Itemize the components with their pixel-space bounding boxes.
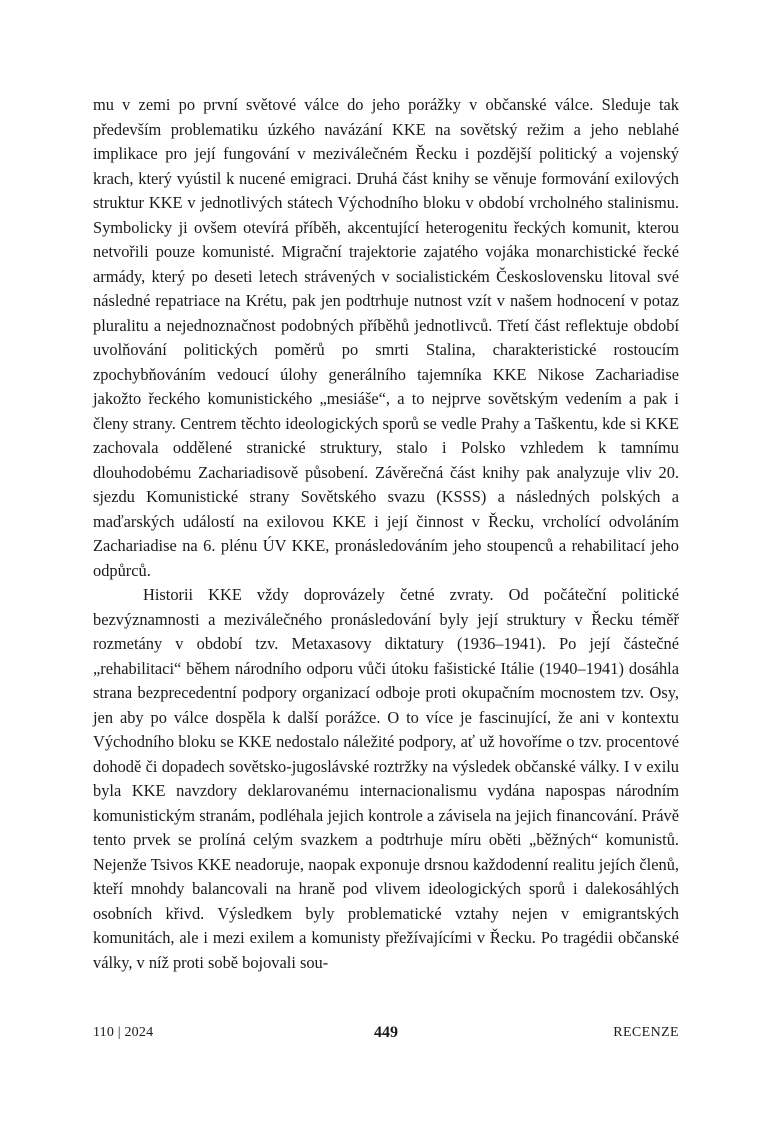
page-footer xyxy=(93,1025,679,1049)
page-body xyxy=(93,93,679,975)
page-number: 449 xyxy=(374,1024,398,1041)
issue-label: 110 | 2024 xyxy=(93,1025,154,1040)
body-paragraph-2: Historii KKE vždy doprovázely četné zvraty. Od počáteční politické bezvýznamnosti a meziválečného pronásledování byly její struktury v Řecku téměř rozmetány v období tzv. Metaxasovy diktatury (1936–1941). Po její částečné „rehabilitaci“ během národního odporu vůči útoku fašistické Itálie (1940–1941) dosáhla strana bezprecedentní podpory organizací odboje proti okupačním mocnostem tzv. Osy, jen aby po válce dospěla k další porážce. O to více je fascinující, že ani v kontextu Východního bloku se KKE nedostalo náležité podpory, ať už hovoříme o tzv. procentové dohodě či dopadech sovětsko-jugoslávské roztržky na výsledek občanské války. I v exilu byla KKE navzdory deklarovanému internacionalismu vydána napospas národním komunistickým stranám, podléhala jejich kontrole a závisela na jejich financování. Právě tento prvek se prolíná celým svazkem a podtrhuje míru oběti „běžných“ komunistů. Nejenže Tsivos KKE neadoruje, naopak exponuje drsnou každodenní realitu jejích členů, kteří mnohdy balancovali na hraně pod vlivem ideologických sporů i dalekosáhlých osobních křivd. Výsledkem byly problematické vztahy nejen v emigrantských komunitách, ale i mezi exilem a komunisty přežívajícími v Řecku. Po tragédii občanské války, v níž proti sobě bojovali sou- xyxy=(93,585,679,972)
body-paragraph-1: mu v zemi po první světové válce do jeho porážky v občanské válce. Sleduje tak především problematiku úzkého navázání KKE na sovětský režim a jeho neblahé implikace pro její fungování v meziválečném Řecku i pozdější politický a vojenský krach, který vyústil k nucené emigraci. Druhá část knihy se věnuje formování exilových struktur KKE v jednotlivých státech Východního bloku v období vrcholného stalinismu. Symbolicky ji ovšem otevírá příběh, akcentující heterogenitu řeckých komunit, kterou netvořili pouze komunisté. Migrační trajektorie zajatého vojáka monarchistické řecké armády, který po deseti letech strávených v socialistickém Československu litoval své následné repatriace na Krétu, pak jen podtrhuje nutnost vzít v našem hodnocení v potaz pluralitu a nejednoznačnost podobných příběhů jednotlivců. Třetí část reflektuje období uvolňování politických poměrů po smrti Stalina, charakteristické rostoucím zpochybňováním vedoucí úlohy generálního tajemníka KKE Nikose Zachariadise jakožto řeckého komunistického „mesiáše“, a to nejprve sovětským vedením a pak i členy strany. Centrem těchto ideologických sporů se vedle Prahy a Taškentu, kde si KKE zachovala oddělené stranické struktury, stalo i Polsko vzhledem k tamnímu dlouhodobému Zachariadisově působení. Závěrečná část knihy pak analyzuje vliv 20. sjezdu Komunistické strany Sovětského svazu (KSSS) a následných polských a maďarských událostí na exilovou KKE i její činnost v Řecku, vrcholící odvoláním Zachariadise na 6. plénu ÚV KKE, pronásledováním jeho stoupenců a rehabilitací jeho odpůrců. xyxy=(93,95,679,580)
section-label: RECENZE xyxy=(613,1025,679,1040)
